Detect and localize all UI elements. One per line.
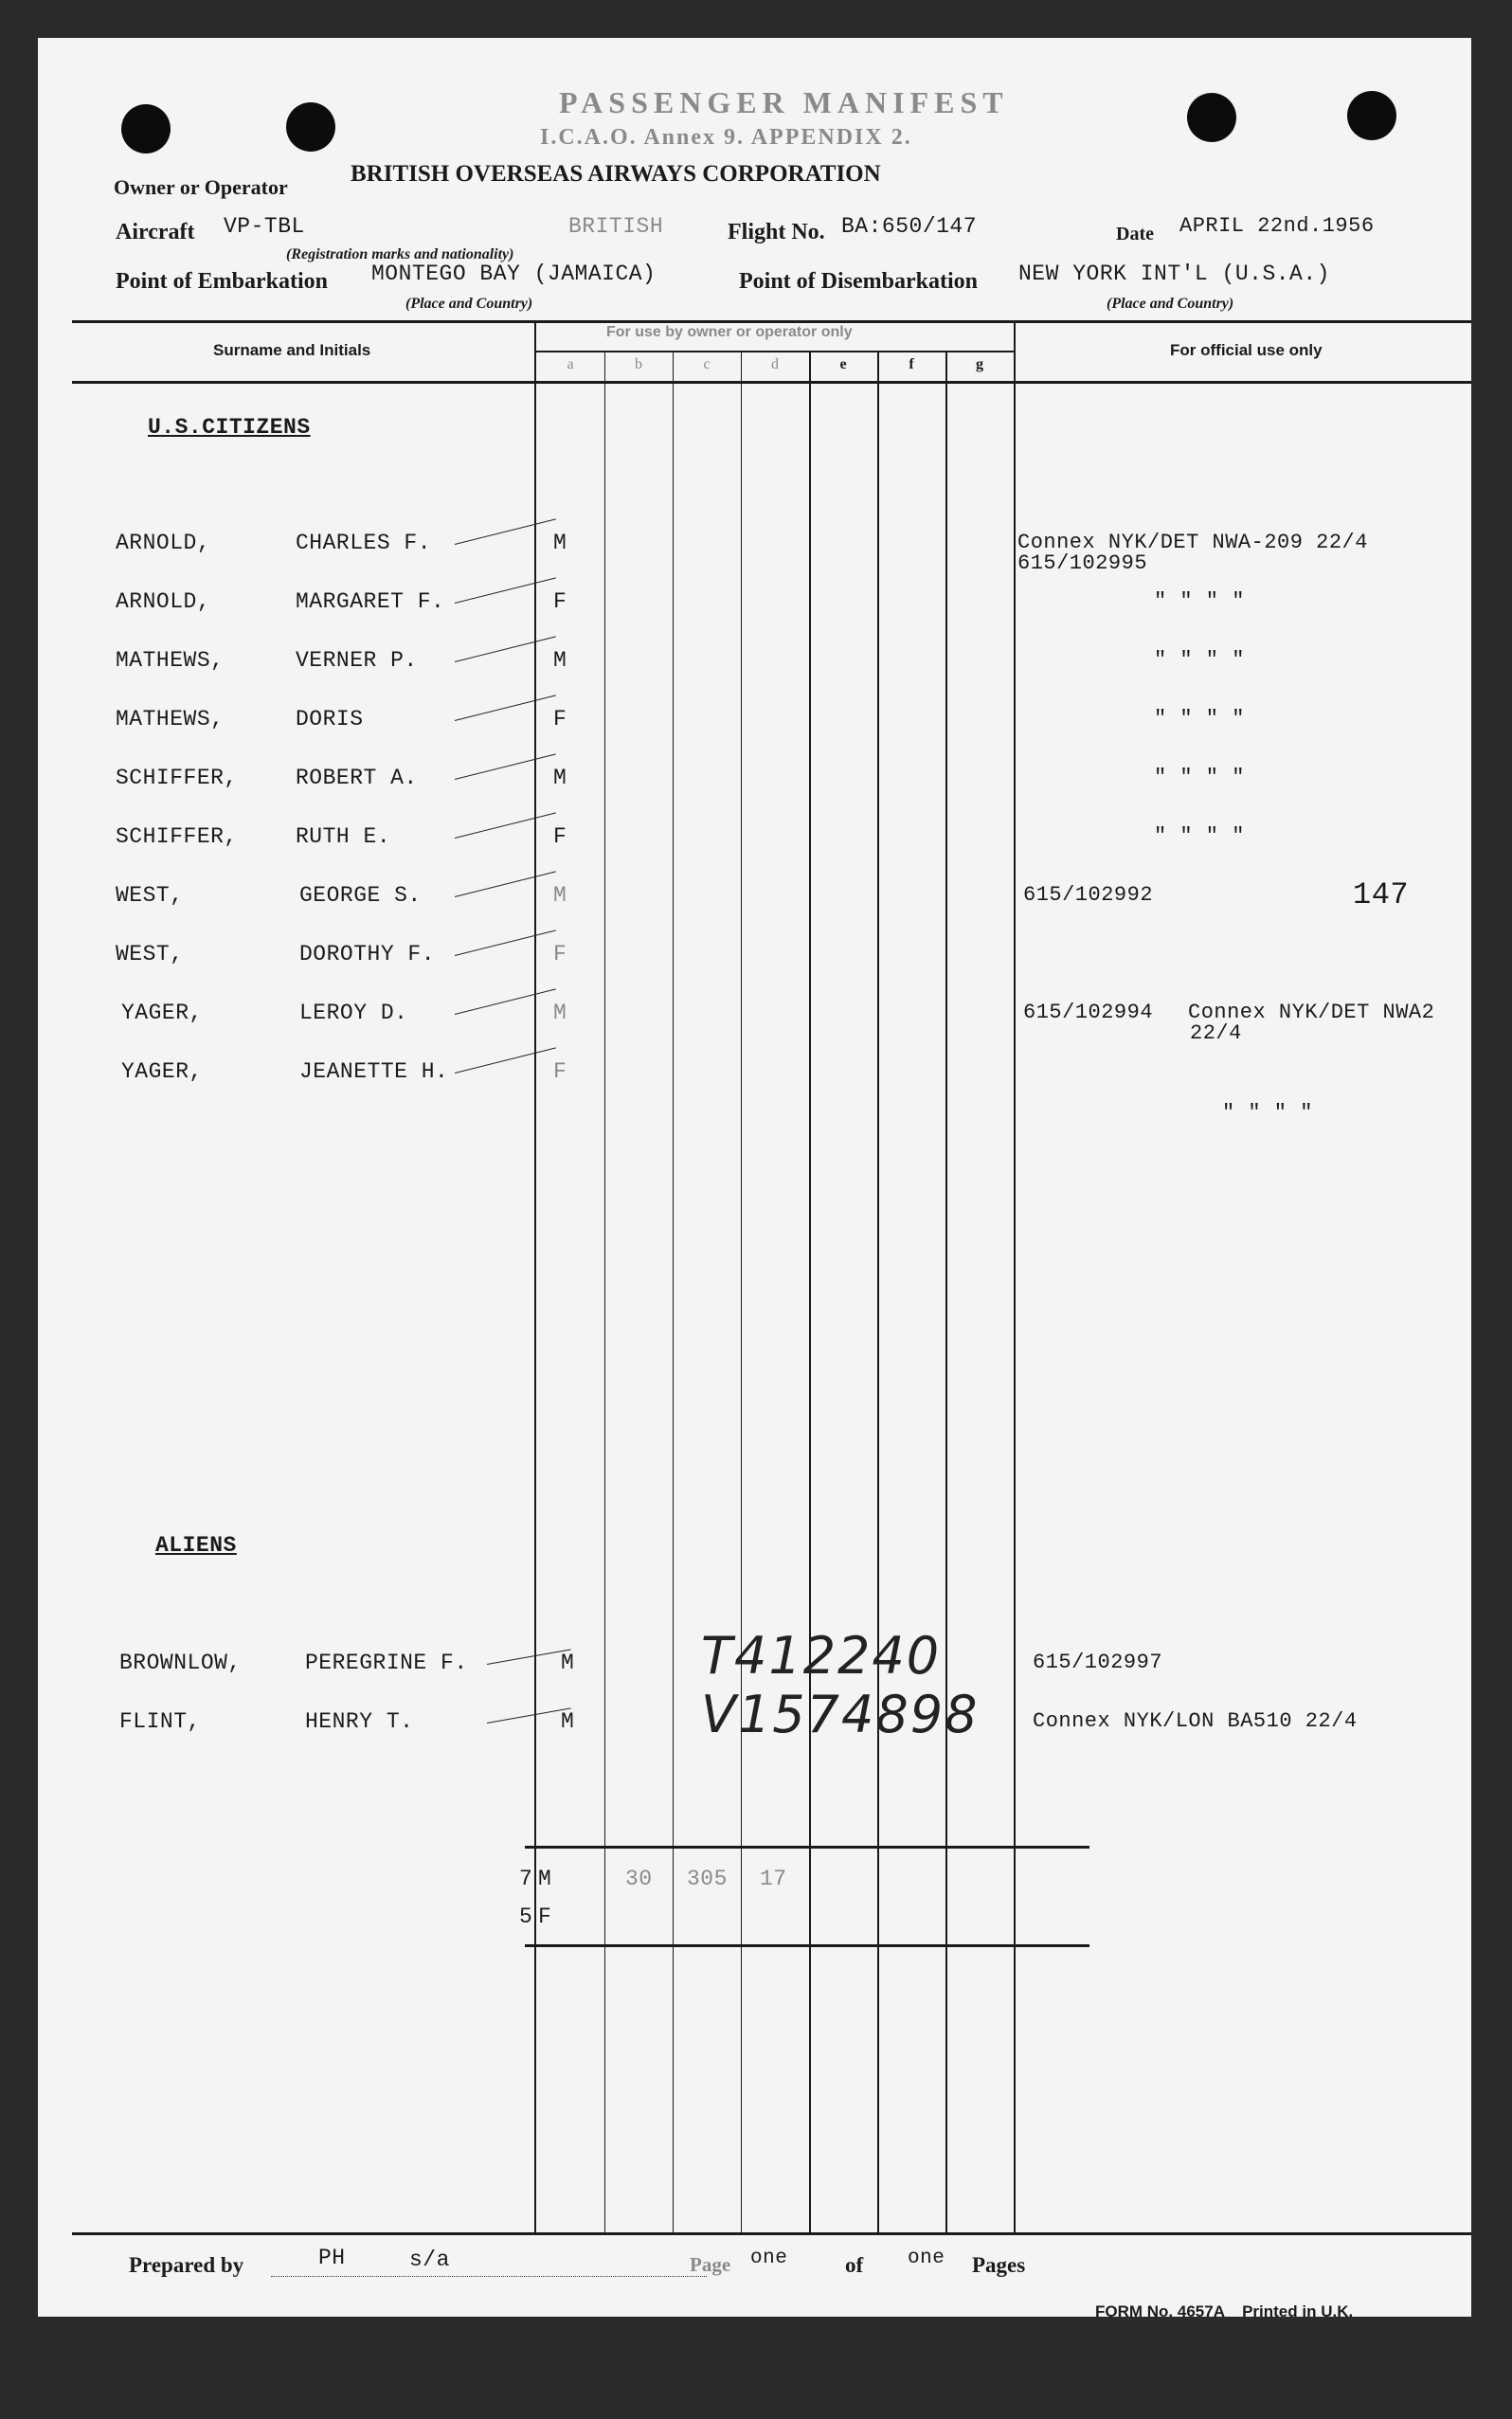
passenger-given-name: CHARLES F.: [296, 531, 432, 555]
passenger-surname: MATHEWS,: [116, 648, 225, 673]
embark-value: MONTEGO BAY (JAMAICA): [371, 262, 657, 286]
page-label: Page: [690, 2253, 731, 2276]
official-note-secondary: " " " ": [1222, 1101, 1313, 1125]
section-us-citizens: U.S.CITIZENS: [148, 415, 311, 440]
official-note-extra: 147: [1353, 877, 1410, 912]
passenger-sex: F: [553, 942, 567, 966]
col-rule-c: [741, 352, 742, 2234]
passenger-surname: MATHEWS,: [116, 707, 225, 731]
passenger-surname: WEST,: [116, 942, 184, 966]
tick-mark: [455, 812, 556, 839]
passenger-surname: YAGER,: [121, 1059, 203, 1084]
passenger-surname: WEST,: [116, 883, 184, 908]
table-top-rule: [72, 320, 1471, 323]
passenger-surname: SCHIFFER,: [116, 766, 238, 790]
handwritten-document-number: V1574898: [701, 1685, 980, 1744]
passenger-given-name: HENRY T.: [305, 1709, 414, 1734]
passenger-given-name: LEROY D.: [299, 1001, 408, 1025]
printed-text: Printed in U.K.: [1242, 2302, 1354, 2320]
col-rule-e: [877, 352, 879, 2234]
date-label: Date: [1116, 224, 1154, 244]
col-rule-a: [604, 352, 605, 2234]
of-label: of: [845, 2253, 864, 2277]
total-b: 30: [625, 1867, 653, 1891]
subcol-e: e: [839, 356, 847, 372]
official-note: Connex NYK/LON BA510 22/4: [1033, 1709, 1358, 1733]
tick-mark: [455, 871, 556, 897]
tick-mark: [455, 988, 556, 1015]
page-value: one: [750, 2248, 788, 2269]
passenger-given-name: PEREGRINE F.: [305, 1651, 468, 1675]
total-female-count: 5: [519, 1905, 533, 1929]
subcol-b: b: [635, 356, 642, 372]
passenger-given-name: DOROTHY F.: [299, 942, 436, 966]
passenger-surname: BROWNLOW,: [119, 1651, 242, 1675]
pages-label: Pages: [972, 2253, 1026, 2277]
subcol-g: g: [976, 356, 983, 372]
tick-mark: [455, 1047, 556, 1074]
tick-mark: [487, 1649, 571, 1665]
punch-hole-icon: [286, 102, 335, 152]
subcol-d: d: [771, 356, 779, 372]
owner-value: BRITISH OVERSEAS AIRWAYS CORPORATION: [351, 161, 881, 187]
official-note: Connex NYK/DET NWA-209 22/4: [1017, 531, 1368, 554]
passenger-surname: ARNOLD,: [116, 589, 211, 614]
total-female-label: F: [538, 1905, 552, 1929]
col-header-owner-only-text: For use by owner or operator only: [606, 324, 853, 340]
passenger-surname: FLINT,: [119, 1709, 201, 1734]
official-note-secondary: 22/4: [1190, 1021, 1242, 1045]
official-note-extra: Connex NYK/DET NWA2: [1188, 1001, 1435, 1024]
tick-mark: [455, 753, 556, 780]
aircraft-value: VP-TBL: [224, 214, 305, 239]
table-bottom-rule: [72, 2232, 1471, 2235]
flight-label: Flight No.: [728, 220, 825, 244]
form-number: [1095, 2302, 1353, 2321]
total-c: 305: [687, 1867, 728, 1891]
subcol-c: c: [703, 356, 711, 372]
prepared-underline: [271, 2276, 707, 2277]
subcol-header-rule: [534, 351, 1014, 352]
subcol-a: a: [567, 356, 574, 372]
punch-hole-icon: [1187, 93, 1236, 142]
official-note: " " " ": [1154, 589, 1245, 613]
form-number-text: FORM No. 4657A: [1095, 2302, 1225, 2320]
table-header-rule: [72, 381, 1471, 384]
prepared-label: Prepared by: [129, 2253, 244, 2277]
passenger-sex: M: [561, 1651, 575, 1675]
official-note: 615/102992: [1023, 883, 1154, 907]
col-rule-surname: [534, 320, 536, 2234]
col-header-owner-only: [606, 324, 853, 341]
official-note: 615/102997: [1033, 1651, 1163, 1674]
total-male-count: 7: [519, 1867, 533, 1891]
passenger-given-name: MARGARET F.: [296, 589, 445, 614]
punch-hole-icon: [1347, 91, 1396, 140]
passenger-given-name: GEORGE S.: [299, 883, 422, 908]
tick-mark: [455, 577, 556, 604]
punch-hole-icon: [121, 104, 171, 153]
passenger-sex: M: [561, 1709, 575, 1734]
passenger-sex: M: [553, 1001, 567, 1025]
manifest-title: PASSENGER MANIFEST: [559, 85, 1009, 119]
passenger-given-name: VERNER P.: [296, 648, 418, 673]
passenger-given-name: ROBERT A.: [296, 766, 418, 790]
section-aliens: ALIENS: [155, 1533, 237, 1558]
total-d: 17: [760, 1867, 787, 1891]
passenger-sex: F: [553, 824, 567, 849]
nationality-value: BRITISH: [568, 214, 664, 239]
col-header-official: For official use only: [1170, 341, 1323, 359]
passenger-sex: F: [553, 1059, 567, 1084]
passenger-given-name: DORIS: [296, 707, 364, 731]
totals-top-rule: [525, 1846, 1089, 1849]
tick-mark: [455, 930, 556, 956]
embark-label: Point of Embarkation: [116, 269, 329, 294]
col-rule-official: [1014, 320, 1016, 2234]
prepared-extra: s/a: [409, 2248, 450, 2272]
aircraft-label: Aircraft: [116, 220, 195, 244]
manifest-sheet: [38, 38, 1471, 2320]
official-note: " " " ": [1154, 648, 1245, 672]
flight-value: BA:650/147: [841, 214, 978, 239]
col-rule-d: [809, 352, 811, 2234]
tick-mark: [455, 518, 556, 545]
prepared-value: PH: [318, 2246, 346, 2270]
col-rule-b: [673, 352, 674, 2234]
tick-mark: [455, 636, 556, 662]
tick-mark: [487, 1707, 571, 1724]
handwritten-document-number: T412240: [701, 1626, 942, 1686]
passenger-sex: M: [553, 531, 567, 555]
tick-mark: [455, 695, 556, 721]
col-rule-f: [945, 352, 947, 2234]
of-value: one: [908, 2248, 945, 2269]
totals-bottom-rule: [525, 1944, 1089, 1947]
subcol-f: f: [909, 356, 914, 372]
date-value: APRIL 22nd.1956: [1179, 214, 1375, 238]
official-note: " " " ": [1154, 707, 1245, 731]
official-note-secondary: 615/102995: [1017, 551, 1148, 575]
col-header-surname: Surname and Initials: [213, 341, 371, 359]
passenger-sex: M: [553, 648, 567, 673]
passenger-surname: YAGER,: [121, 1001, 203, 1025]
disembark-label: Point of Disembarkation: [739, 269, 978, 294]
passenger-given-name: RUTH E.: [296, 824, 391, 849]
official-note: " " " ": [1154, 824, 1245, 848]
passenger-sex: M: [553, 883, 567, 908]
owner-label: Owner or Operator: [114, 175, 288, 199]
passenger-sex: F: [553, 707, 567, 731]
official-note: 615/102994: [1023, 1001, 1154, 1024]
passenger-given-name: JEANETTE H.: [299, 1059, 449, 1084]
disembark-value: NEW YORK INT'L (U.S.A.): [1018, 262, 1330, 286]
disembark-note: (Place and Country): [1107, 296, 1234, 312]
official-note: " " " ": [1154, 766, 1245, 789]
passenger-sex: F: [553, 589, 567, 614]
embark-note: (Place and Country): [405, 296, 533, 312]
aircraft-note: (Registration marks and nationality): [286, 246, 514, 262]
passenger-surname: ARNOLD,: [116, 531, 211, 555]
manifest-subtitle: I.C.A.O. Annex 9. APPENDIX 2.: [540, 125, 912, 150]
passenger-sex: M: [553, 766, 567, 790]
passenger-surname: SCHIFFER,: [116, 824, 238, 849]
total-male-label: M: [538, 1867, 552, 1891]
